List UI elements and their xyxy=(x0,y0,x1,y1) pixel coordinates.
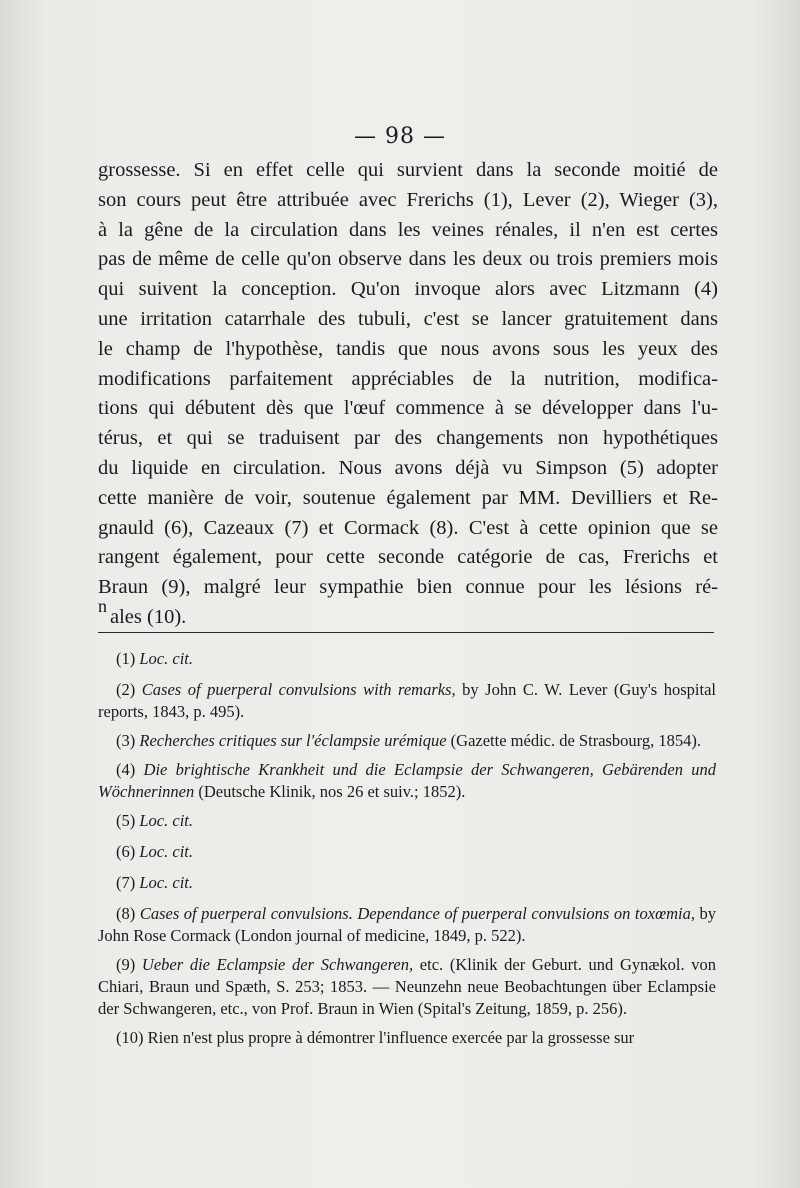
text-line: rangent également, pour cette seconde catégorie de cas, Frerichs et xyxy=(98,546,718,569)
text-line: le champ de l'hypothèse, tandis que nous avons sous les yeux des xyxy=(98,337,718,360)
footnotes xyxy=(98,648,716,1056)
footnote: (4) Die brightische Krankheit und die Eclampsie der Schwangeren, Gebärenden und Wöchnerinnen (Deutsche Klinik, nos 26 et suiv.; 1852). xyxy=(98,760,717,801)
text-line: son cours peut être attribuée avec Frerichs (1), Lever (2), Wieger (3), xyxy=(98,188,718,211)
text-line: gnauld (6), Cazeaux (7) et Cormack (8). C'est à cette opinion que se xyxy=(98,516,718,539)
text-line: pas de même de celle qu'on observe dans les deux ou trois premiers mois xyxy=(98,248,718,271)
page-number: — 98 — xyxy=(354,124,446,149)
footnote: (8) Cases of puerperal convulsions. Dependance of puerperal convulsions on toxœmia, by John Rose Cormack (London journal of medicine, 1849, p. 522). xyxy=(98,904,717,945)
footnote: (10) Rien n'est plus propre à démontrer l'influence exercée par la grossesse sur xyxy=(116,1028,635,1047)
text-line: à la gêne de la circulation dans les veines rénales, il n'en est certes xyxy=(98,218,718,241)
text-line: modifications parfaitement appréciables de la nutrition, modifica- xyxy=(98,367,718,390)
footnote-rule xyxy=(98,632,714,633)
footnote: (7) Loc. cit. xyxy=(116,873,193,892)
footnote: (1) Loc. cit. xyxy=(116,649,193,668)
footnote: (9) Ueber die Eclampsie der Schwangeren, etc. (Klinik der Geburt. und Gynækol. von Chiari, Braun und Spæth, S. 253; 1853. — Neunzehn neue Beobachtungen über Eclampsie der Schwangeren, etc., von Prof. Braun in Wien (Spital's Zeitung, 1859, p. 256). xyxy=(98,955,716,1018)
footnote: (5) Loc. cit. xyxy=(116,811,193,830)
footnote: (2) Cases of puerperal convulsions with remarks, by John C. W. Lever (Guy's hospital reports, 1843, p. 495). xyxy=(98,680,717,721)
footnote: (3) Recherches critiques sur l'éclampsie urémique (Gazette médic. de Strasbourg, 1854). xyxy=(116,731,701,750)
text-line: tions qui débutent dès que l'œuf commence à se développer dans l'u- xyxy=(98,397,718,420)
stray-character: n xyxy=(98,596,107,616)
text-line: Braun (9), malgré leur sympathie bien connue pour les lésions ré- xyxy=(98,576,718,599)
text-line: térus, et qui se traduisent par des changements non hypothétiques xyxy=(98,427,718,450)
text-line: grossesse. Si en effet celle qui survient dans la seconde moitié de xyxy=(98,159,718,181)
text-line: ales (10). xyxy=(110,605,187,628)
text-line: une irritation catarrhale des tubuli, c'est se lancer gratuitement dans xyxy=(98,307,718,330)
body-text xyxy=(98,156,718,633)
footnote: (6) Loc. cit. xyxy=(116,842,193,861)
text-line: du liquide en circulation. Nous avons déjà vu Simpson (5) adopter xyxy=(98,456,718,479)
text-line: cette manière de voir, soutenue également par MM. Devilliers et Re- xyxy=(98,486,718,509)
text-line: qui suivent la conception. Qu'on invoque alors avec Litzmann (4) xyxy=(98,278,718,301)
